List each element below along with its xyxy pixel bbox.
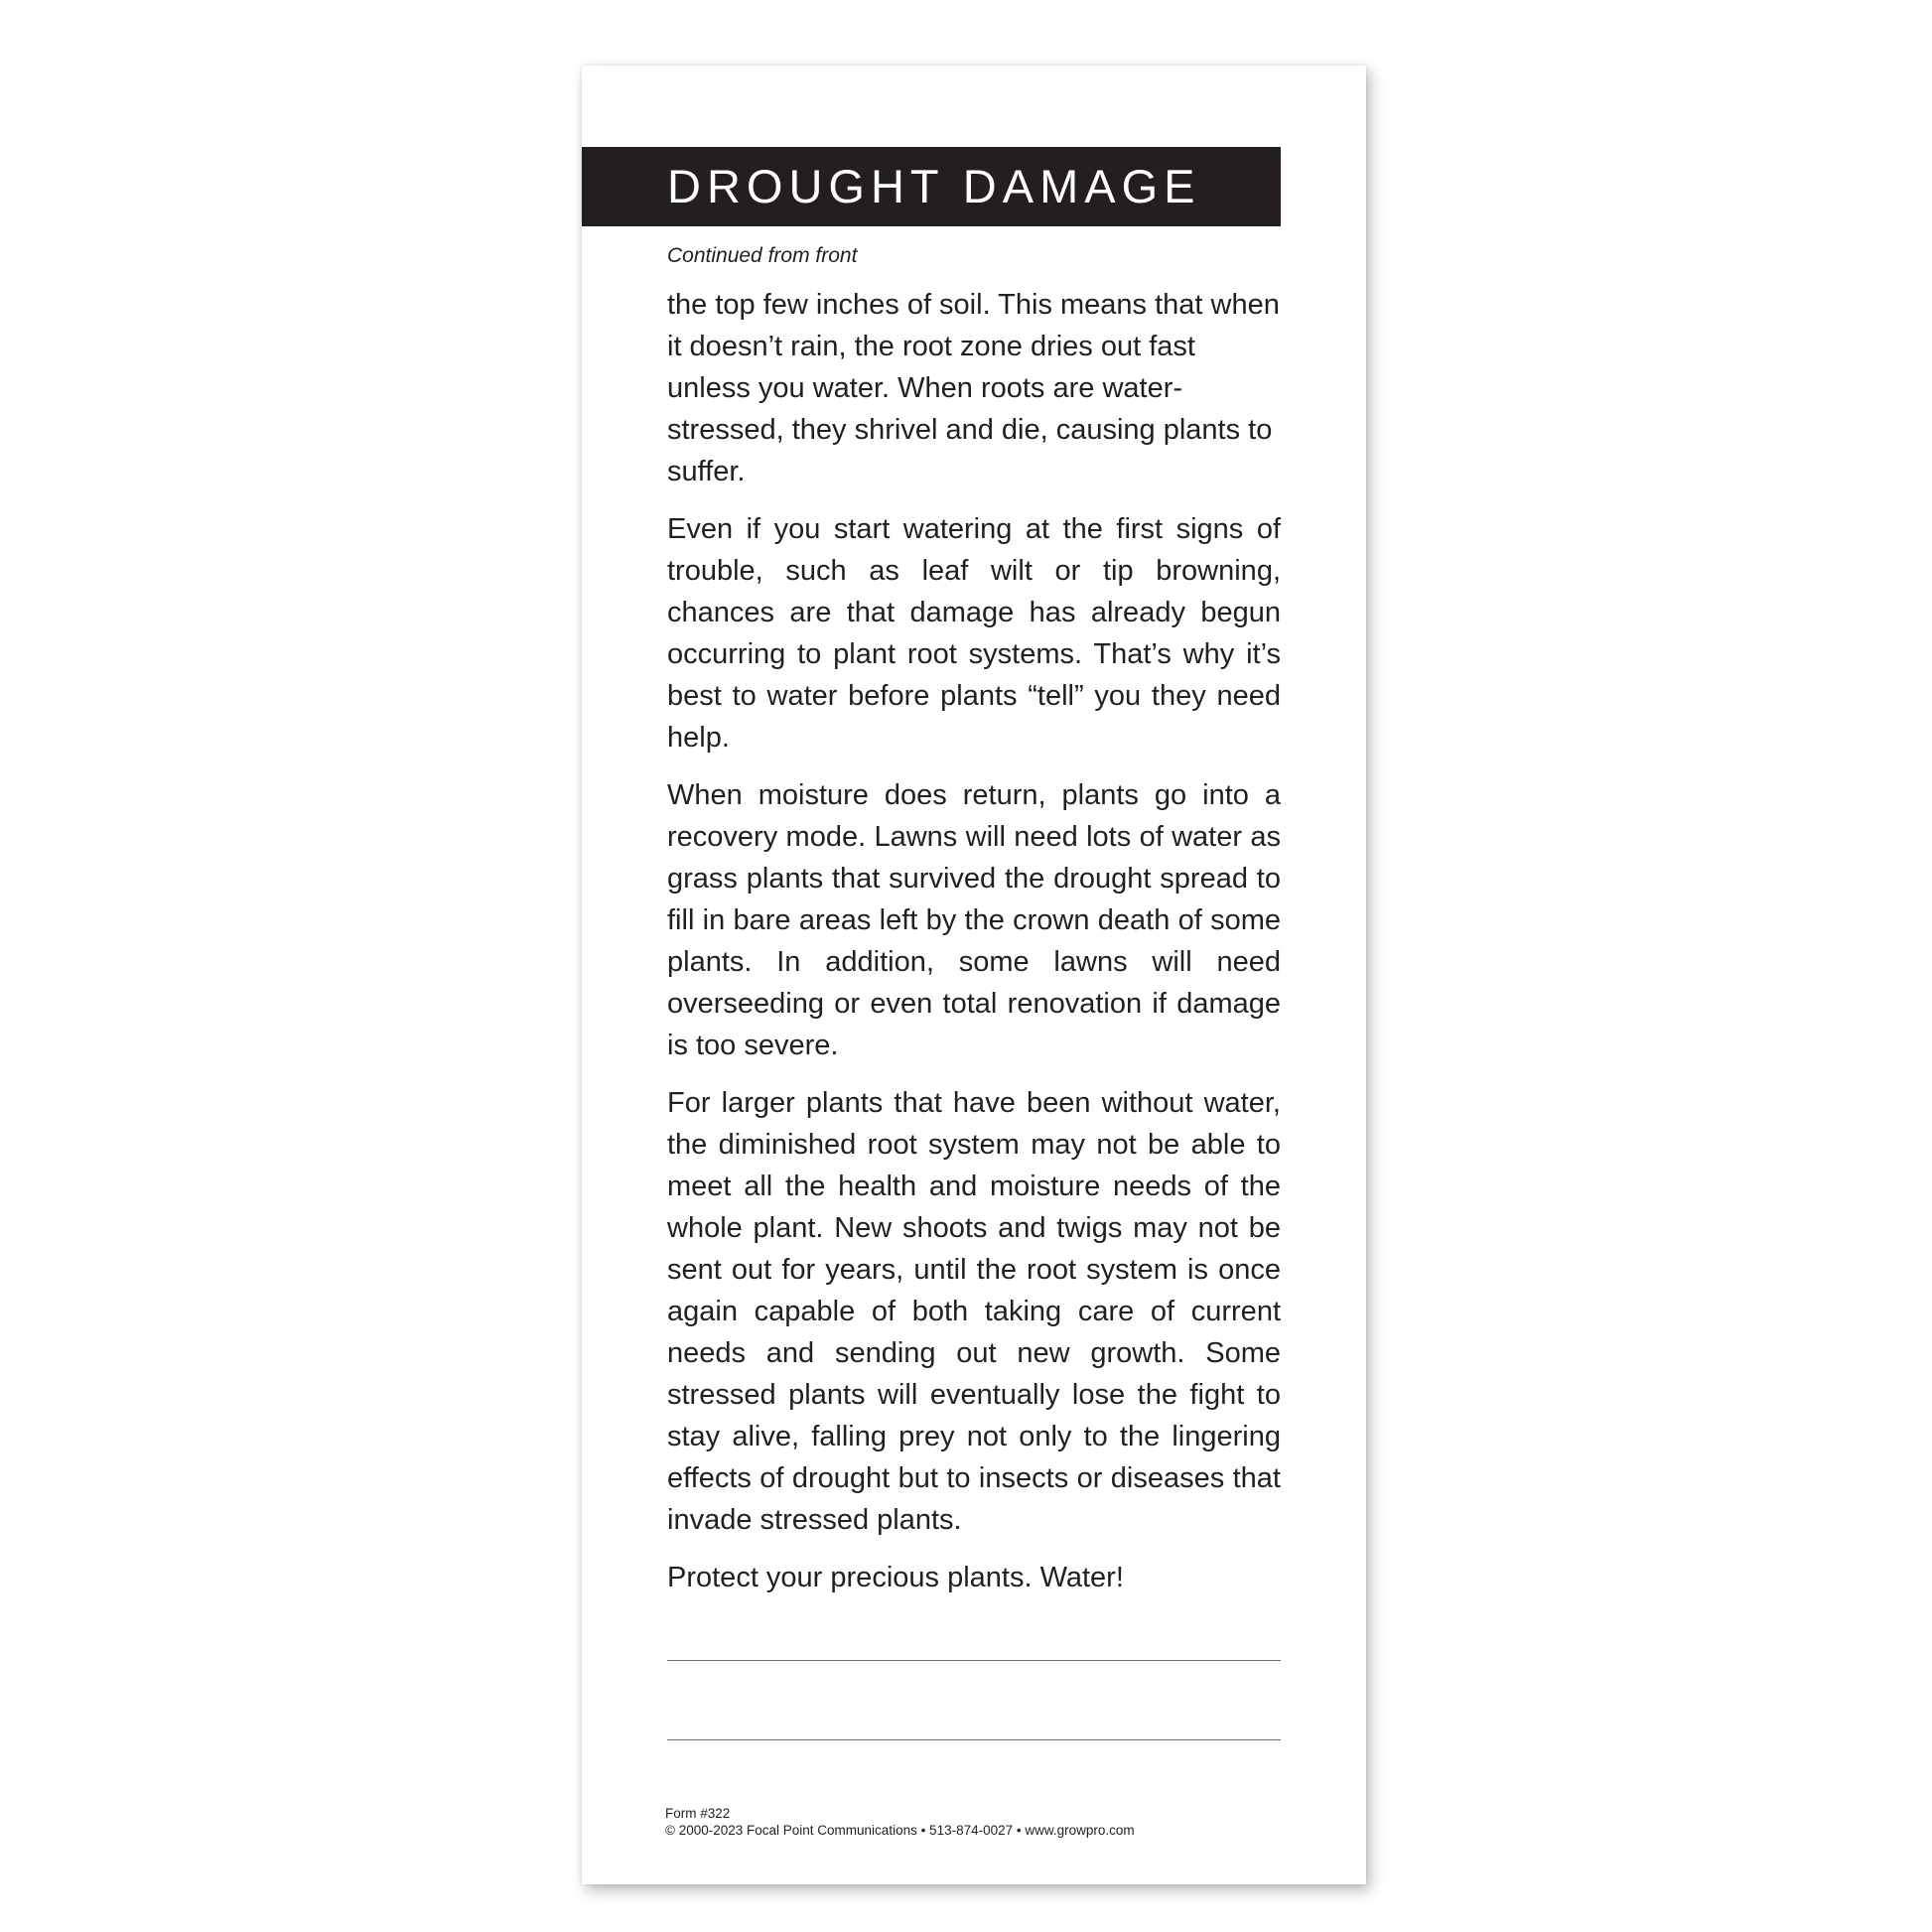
write-in-line	[667, 1739, 1281, 1740]
title-bar	[582, 147, 1281, 226]
footer	[665, 1805, 1135, 1839]
copyright-line: © 2000-2023 Focal Point Communications • 513-874-0027 • www.growpro.com	[665, 1823, 1135, 1838]
form-number: Form #322	[665, 1806, 731, 1821]
body-text	[667, 284, 1281, 1614]
paragraph: When moisture does return, plants go into a recovery mode. Lawns will need lots of water as grass plants that survived the drought spread to fill in bare areas left by the crown death of some plants. In addition, some lawns will need overseeding or even total renovation if damage is too severe.	[667, 779, 1281, 1061]
continued-note: Continued from front	[667, 244, 858, 267]
closing-line: Protect your precious plants. Water!	[667, 1562, 1124, 1593]
card-title: DROUGHT DAMAGE	[667, 160, 1201, 212]
write-in-line	[667, 1660, 1281, 1661]
paragraph: Even if you start watering at the first signs of trouble, such as leaf wilt or tip browning, chances are that damage has already begun occurring to plant root systems. That’s why it’s best to water before plants “tell” you they need help.	[667, 513, 1281, 754]
paragraph: the top few inches of soil. This means that when it doesn’t rain, the root zone dries out fast unless you water. When roots are water-stressed, they shrivel and die, causing plants to suffer.	[667, 289, 1280, 487]
paragraph: For larger plants that have been without water, the diminished root system may not be able to meet all the health and moisture needs of the whole plant. New shoots and twigs may not be sent out for years, until the root system is once again capable of both taking care of current needs and sending out new growth. Some stressed plants will eventually lose the fight to stay alive, falling prey not only to the lingering effects of drought but to insects or diseases that invade stressed plants.	[667, 1087, 1281, 1536]
info-card	[582, 66, 1366, 1884]
